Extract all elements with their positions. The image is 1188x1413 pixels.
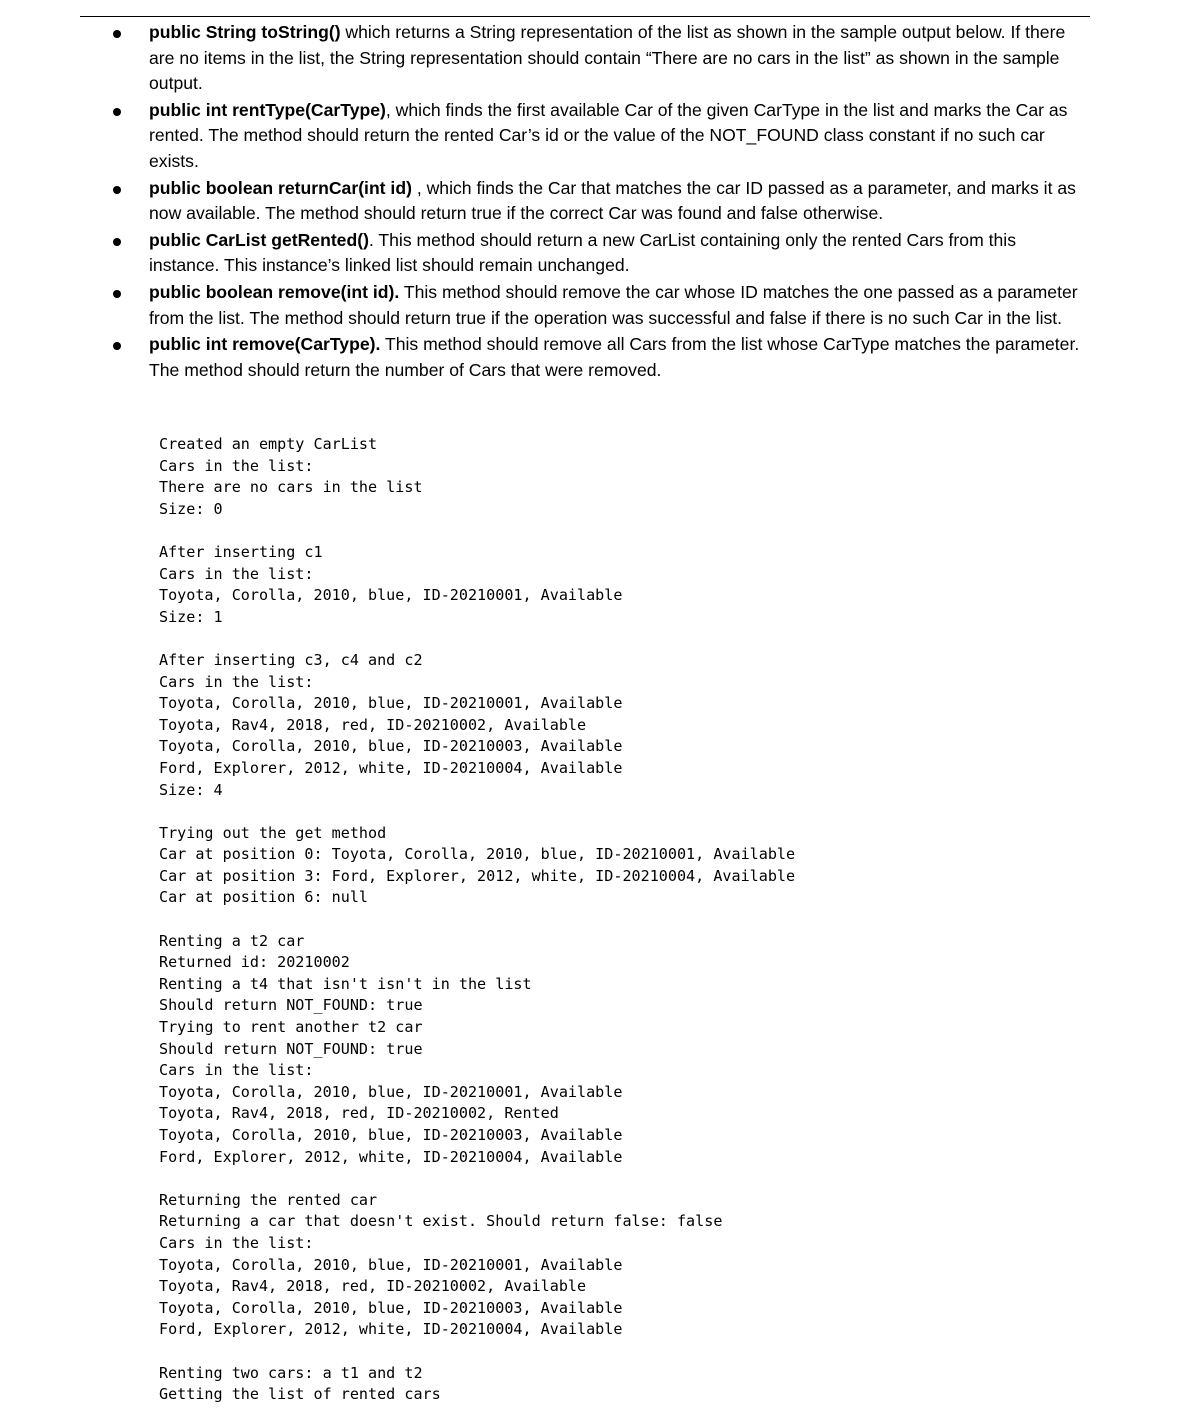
output-line: Renting a t2 car [159, 931, 305, 950]
output-line: There are no cars in the list [159, 478, 423, 497]
output-line: Toyota, Corolla, 2010, blue, ID-20210001, Available [159, 586, 623, 605]
sample-output-block [159, 434, 795, 1406]
method-item-tostring [0, 20, 1188, 97]
method-signature: public String toString() [149, 22, 341, 42]
method-description: . This method should return a new CarList containing only the rented Cars from this instance. This instance’s linked list should remain unchanged. [149, 229, 1016, 276]
output-blank-line [159, 909, 795, 931]
output-line: Toyota, Corolla, 2010, blue, ID-20210001, Available [159, 1255, 623, 1274]
output-line: Cars in the list: [159, 1061, 314, 1080]
method-requirements-list [0, 20, 1188, 384]
output-line: Created an empty CarList [159, 435, 378, 453]
output-line: Getting the list of rented cars [159, 1385, 441, 1404]
output-line: Car at position 0: Toyota, Corolla, 2010, blue, ID-20210001, Available [159, 845, 796, 864]
method-item-returncar [0, 176, 1188, 227]
top-horizontal-rule [80, 16, 1090, 17]
output-line: Returning a car that doesn't exist. Should return false: false [159, 1212, 723, 1231]
output-line: Returning the rented car [159, 1190, 378, 1209]
method-description: , which finds the Car that matches the car ID passed as a parameter, and marks it as now available. The method should return true if the correct Car was found and false otherwise. [149, 177, 1076, 224]
bullet-icon [113, 290, 121, 298]
output-line: Renting a t4 that isn't isn't in the list [159, 974, 532, 993]
output-line: Trying out the get method [159, 823, 387, 842]
output-line: Renting two cars: a t1 and t2 [159, 1363, 423, 1382]
bullet-icon [113, 186, 121, 194]
output-line: Should return NOT_FOUND: true [159, 1039, 423, 1058]
output-line: Toyota, Corolla, 2010, blue, ID-20210001, Available [159, 694, 623, 713]
method-description: which returns a String representation of the list as shown in the sample output below. If there are no items in the list, the String representation should contain “There are no cars in the list” as shown in the sample output. [149, 22, 1066, 94]
method-item-remove-by-id [0, 280, 1188, 331]
output-line: Size: 1 [159, 607, 223, 626]
method-signature: public CarList getRented() [149, 229, 369, 250]
method-item-remove-by-type [0, 332, 1188, 383]
output-blank-line [159, 801, 795, 823]
method-item-renttype [0, 98, 1188, 175]
method-description: This method should remove the car whose ID matches the one passed as a parameter from the list. The method should return true if the operation was successful and false if there is no such Car in the list. [149, 281, 1078, 328]
output-line: Size: 4 [159, 780, 223, 799]
bullet-icon [113, 238, 121, 246]
output-line: Cars in the list: [159, 456, 314, 475]
output-line: Returned id: 20210002 [159, 953, 350, 972]
output-line: Toyota, Rav4, 2018, red, ID-20210002, Available [159, 1277, 587, 1296]
output-line: Toyota, Corolla, 2010, blue, ID-20210003, Available [159, 1298, 623, 1317]
method-signature: public boolean remove(int id). [149, 281, 400, 302]
output-blank-line [159, 1341, 795, 1363]
output-line: Trying to rent another t2 car [159, 1018, 423, 1037]
output-line: Toyota, Corolla, 2010, blue, ID-20210003, Available [159, 1126, 623, 1144]
method-item-getrented [0, 228, 1188, 279]
output-line: Car at position 3: Ford, Explorer, 2012, white, ID-20210004, Available [159, 866, 796, 885]
output-line: After inserting c1 [159, 542, 323, 561]
method-signature: public int rentType(CarType) [149, 99, 386, 120]
output-line: Cars in the list: [159, 672, 314, 691]
output-line: Cars in the list: [159, 1233, 314, 1252]
bullet-icon [113, 30, 121, 38]
output-line: Ford, Explorer, 2012, white, ID-20210004, Available [159, 1320, 623, 1339]
method-description: , which finds the first available Car of the given CarType in the list and marks the Car as rented. The method should return the rented Car’s id or the value of the NOT_FOUND class constant if no such car exists. [149, 99, 1068, 171]
bullet-icon [113, 108, 121, 116]
output-line: Ford, Explorer, 2012, white, ID-20210004, Available [159, 1147, 623, 1166]
bullet-icon [113, 342, 121, 350]
output-line: Toyota, Corolla, 2010, blue, ID-20210003, Available [159, 737, 623, 756]
output-blank-line [159, 1168, 795, 1190]
output-line: Cars in the list: [159, 564, 314, 583]
output-line: Ford, Explorer, 2012, white, ID-20210004, Available [159, 758, 623, 777]
method-signature: public boolean returnCar(int id) [149, 177, 412, 198]
output-line: Car at position 6: null [159, 888, 369, 907]
output-line: Toyota, Rav4, 2018, red, ID-20210002, Rented [159, 1104, 559, 1123]
output-line: After inserting c3, c4 and c2 [159, 650, 423, 669]
output-blank-line [159, 628, 795, 650]
output-line: Size: 0 [159, 499, 223, 518]
output-line: Should return NOT_FOUND: true [159, 996, 423, 1015]
method-description: This method should remove all Cars from the list whose CarType matches the parameter. The method should return the number of Cars that were removed. [149, 334, 1080, 380]
output-line: Toyota, Rav4, 2018, red, ID-20210002, Available [159, 715, 587, 734]
output-line: Toyota, Corolla, 2010, blue, ID-20210001, Available [159, 1082, 623, 1101]
output-blank-line [159, 520, 795, 542]
method-signature: public int remove(CarType). [149, 334, 381, 355]
